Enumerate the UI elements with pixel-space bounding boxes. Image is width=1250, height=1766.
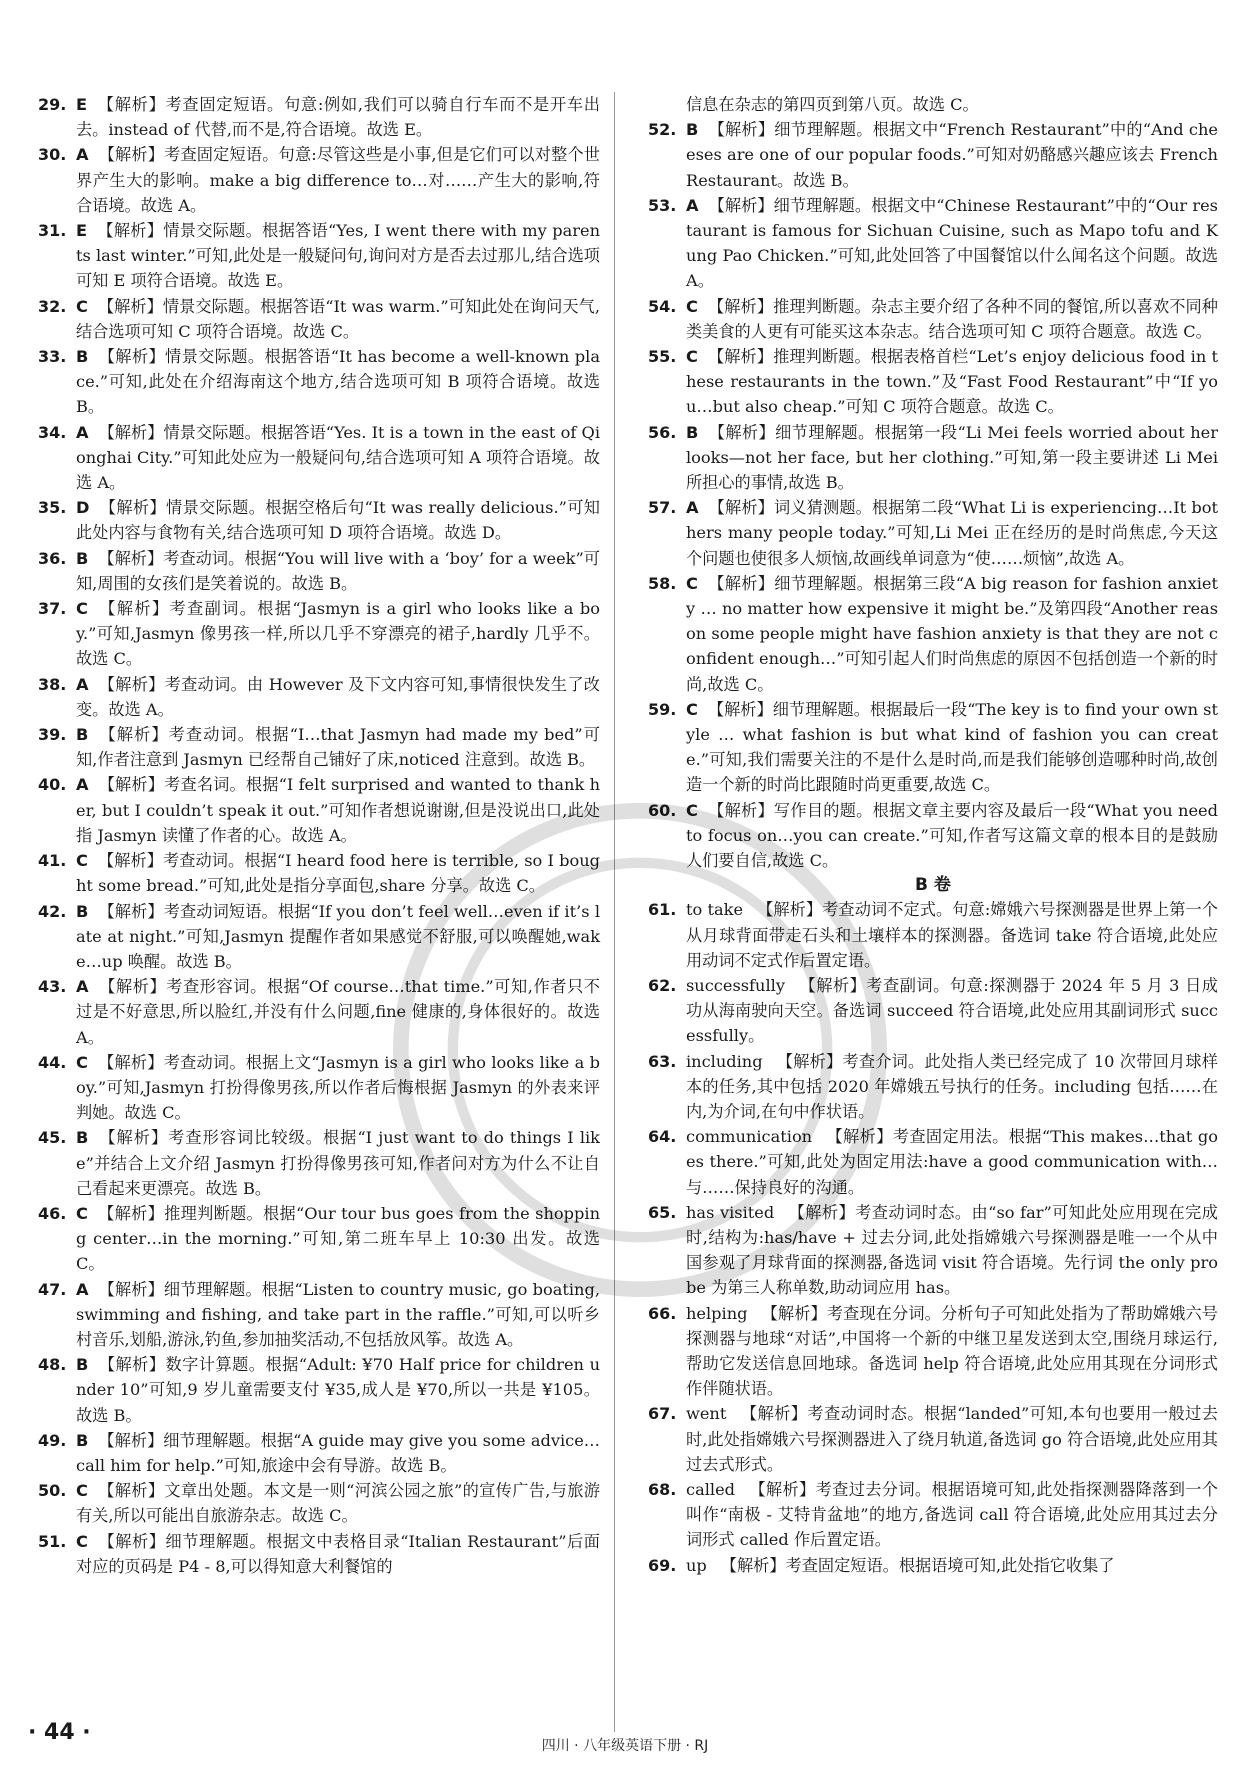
- answer-entry: [648, 344, 1218, 420]
- answer-entry: [648, 1553, 1218, 1578]
- answer-word: including: [686, 1051, 763, 1071]
- explanation-text: 【解析】细节理解题。根据文中表格目录“Italian Restaurant”后面对应的页码是 P4 - 8,可以得知意大利餐馆的: [76, 1531, 600, 1576]
- explanation-text: 【解析】考查形容词比较级。根据“I just want to do things I like”并结合上文介绍 Jasmyn 打扮得像男孩可知,作者问对方为什么不让自己看起来更漂亮。故选 B。: [76, 1128, 600, 1198]
- question-number: 45.: [38, 1128, 67, 1148]
- answer-letter: B: [76, 1128, 89, 1148]
- question-number: 57.: [648, 498, 677, 518]
- answer-letter: C: [686, 699, 698, 719]
- question-number: 59.: [648, 699, 677, 719]
- question-number: 46.: [38, 1203, 67, 1223]
- answer-entry: [38, 420, 600, 496]
- column-divider: [614, 92, 615, 1732]
- answer-letter: B: [76, 347, 89, 367]
- question-number: 40.: [38, 775, 67, 795]
- answer-letter: C: [76, 599, 88, 619]
- answer-entry: [38, 344, 600, 420]
- explanation-text: 【解析】考查副词。根据“Jasmyn is a girl who looks like a boy.”可知,Jasmyn 像男孩一样,所以几乎不穿漂亮的裙子,hardly 几乎不。故选 C。: [76, 599, 600, 669]
- explanation-text: 【解析】情景交际题。根据答语“Yes, I went there with my parents last winter.”可知,此处是一般疑问句,询问对方是否去过那儿,结合选项可知 E 项符合语境。故选 E。: [76, 221, 600, 291]
- answer-letter: A: [686, 498, 699, 518]
- answer-letter: C: [686, 347, 698, 367]
- answer-entry: [38, 722, 600, 772]
- answer-letter: C: [686, 573, 698, 593]
- question-number: 49.: [38, 1430, 67, 1450]
- explanation-text: 【解析】文章出处题。本文是一则“河滨公园之旅”的宣传广告,与旅游有关,所以可能出自旅游杂志。故选 C。: [76, 1481, 600, 1526]
- question-number: 56.: [648, 422, 677, 442]
- answer-entry: [38, 92, 600, 142]
- answer-letter: C: [76, 1481, 88, 1501]
- explanation-text: 【解析】细节理解题。根据文中“French Restaurant”中的“And cheeses are one of our popular foods.”可知对奶酪感兴趣应该去 French Restaurant。故选 B。: [686, 120, 1218, 190]
- explanation-text: 【解析】细节理解题。根据第一段“Li Mei feels worried about her looks—not her face, but her clothing.”可知,第一段主要讲述 Li Mei 所担心的事情,故选 B。: [686, 422, 1218, 493]
- explanation-text: 【解析】情景交际题。根据空格后句“It was really delicious.”可知此处内容与食物有关,结合选项可知 D 项符合语境。故选 D。: [76, 498, 600, 543]
- answer-word: to take: [686, 900, 744, 920]
- page-number: · 44 ·: [28, 1720, 91, 1745]
- footer-book-info: 四川 · 八年级英语下册 · RJ: [541, 1738, 709, 1754]
- answer-letter: E: [76, 95, 88, 114]
- answer-entry: [648, 193, 1218, 294]
- answer-letter: B: [76, 901, 89, 921]
- explanation-text: 【解析】考查副词。句意:探测器于 2024 年 5 月 3 日成功从海南驶向天空。备选词 succeed 符合语境,此处应用其副词形式 successfully。: [686, 975, 1218, 1046]
- explanation-text: 【解析】写作目的题。根据文章主要内容及最后一段“What you need to focus on…you can create.”可知,作者写这篇文章的根本目的是鼓励人们要自信,故选 C。: [686, 800, 1218, 871]
- answer-entry: [38, 899, 600, 975]
- explanation-text: 【解析】考查动词。由 However 及下文内容可知,事情很快发生了改变。故选 A。: [76, 674, 600, 719]
- answer-letter: C: [76, 851, 88, 871]
- answer-word: up: [686, 1555, 707, 1575]
- question-number: 65.: [648, 1202, 677, 1222]
- question-number: 60.: [648, 800, 677, 820]
- answer-entry: [648, 897, 1218, 973]
- answer-entry: [38, 848, 600, 898]
- answer-letter: C: [686, 800, 698, 820]
- question-number: 51.: [38, 1531, 67, 1551]
- answer-entry: [38, 772, 600, 848]
- answer-entry: [38, 142, 600, 218]
- answer-entry: [38, 672, 600, 722]
- answer-word: went: [686, 1404, 727, 1424]
- answer-letter: C: [76, 1052, 88, 1072]
- question-number: 61.: [648, 900, 677, 920]
- answer-entry: [648, 697, 1218, 798]
- section-heading-b: B 卷: [915, 875, 951, 896]
- answer-entry: [648, 1124, 1218, 1200]
- explanation-text: 【解析】考查动词。根据“You will live with a ‘boy’ for a week”可知,周围的女孩们是笑着说的。故选 B。: [76, 548, 600, 593]
- answer-entry: [648, 1477, 1218, 1553]
- question-number: 39.: [38, 725, 67, 745]
- question-number: 63.: [648, 1051, 677, 1071]
- answer-letter: B: [76, 725, 89, 745]
- answer-letter: B: [686, 422, 699, 442]
- explanation-text: 【解析】考查动词不定式。句意:嫦娥六号探测器是世界上第一个从月球背面带走石头和土壤样本的探测器。备选词 take 符合语境,此处应用动词不定式作后置定语。: [686, 900, 1218, 970]
- answer-letter: A: [76, 1279, 89, 1299]
- question-number: 50.: [38, 1481, 67, 1501]
- explanation-text: 【解析】考查名词。根据“I felt surprised and wanted to thank her, but I couldn’t speak it out.”可知作者想说谢谢,但是没说出口,此处指 Jasmyn 读懂了作者的心。故选 A。: [76, 775, 600, 845]
- answer-letter: B: [76, 1430, 89, 1450]
- answer-letter: A: [76, 422, 89, 442]
- explanation-text: 【解析】词义猜测题。根据第二段“What Li is experiencing…It bothers many people today.”可知,Li Mei 正在经历的是时尚焦虑,今天这个问题也使很多人烦恼,故画线单词意为“使……烦恼”,故选 A。: [686, 498, 1218, 568]
- question-number: 38.: [38, 674, 67, 694]
- answer-entry: [648, 571, 1218, 697]
- question-number: 69.: [648, 1555, 677, 1575]
- answer-entry: [38, 1352, 600, 1428]
- question-number: 42.: [38, 901, 67, 921]
- answer-entry: [648, 420, 1218, 496]
- answer-letter: A: [76, 977, 89, 997]
- explanation-text: 【解析】细节理解题。根据“Listen to country music, go boating, swimming and fishing, and take part in the raffle.”可知,可以听乡村音乐,划船,游泳,钓鱼,参加抽奖活动,不包括放风筝。故选 A。: [76, 1279, 600, 1349]
- explanation-text: 【解析】考查动词。根据“I…that Jasmyn had made my bed”可知,作者注意到 Jasmyn 已经帮自己铺好了床,noticed 注意到。故选 B。: [76, 725, 600, 770]
- answer-entry: [38, 596, 600, 672]
- answer-letter: C: [76, 1203, 88, 1223]
- explanation-text: 【解析】情景交际题。根据答语“It was warm.”可知此处在询问天气,结合选项可知 C 项符合语境。故选 C。: [76, 296, 600, 341]
- answer-entry: [38, 1277, 600, 1353]
- question-number: 54.: [648, 296, 677, 316]
- question-number: 52.: [648, 120, 677, 140]
- explanation-text: 【解析】考查固定短语。句意:例如,我们可以骑自行车而不是开车出去。instead of 代替,而不是,符合语境。故选 E。: [76, 95, 600, 140]
- explanation-text: 【解析】考查动词。根据上文“Jasmyn is a girl who looks like a boy.”可知,Jasmyn 打扮得像男孩,所以作者后悔根据 Jasmyn 的外表来评判她。故选 C。: [76, 1052, 600, 1123]
- explanation-text: 【解析】推理判断题。根据“Our tour bus goes from the shopping center…in the morning.”可知,第二班车早上 10:30 出发。故选 C。: [76, 1203, 600, 1274]
- explanation-text: 【解析】考查动词时态。由“so far”可知此处应用现在完成时,结构为:has/have + 过去分词,此处指嫦娥六号探测器是唯一一个从中国参观了月球背面的探测器,备选词 visit 符合语境。先行词 the only probe 为第三人称单数,助动词应用 has。: [686, 1202, 1218, 1298]
- question-number: 62.: [648, 975, 677, 995]
- question-number: 43.: [38, 977, 67, 997]
- question-number: 64.: [648, 1127, 677, 1147]
- question-number: 36.: [38, 548, 67, 568]
- answer-entry: [38, 1428, 600, 1478]
- question-number: 67.: [648, 1404, 677, 1424]
- explanation-text: 【解析】推理判断题。根据表格首栏“Let’s enjoy delicious food in these restaurants in the town.”及“Fast Food Restaurant”中“If you…but also cheap.”可知 C 项符合题意。故选 C。: [686, 347, 1218, 417]
- explanation-text: 【解析】考查过去分词。根据语境可知,此处指探测器降落到一个叫作“南极 - 艾特肯盆地”的地方,备选词 call 符合语境,此处应用其过去分词形式 called 作后置定语。: [686, 1479, 1218, 1550]
- answer-entry: [38, 294, 600, 344]
- question-number: 34.: [38, 422, 67, 442]
- question-number: 68.: [648, 1479, 677, 1499]
- answer-letter: A: [686, 195, 699, 215]
- answer-word: successfully: [686, 975, 785, 995]
- question-number: 44.: [38, 1052, 67, 1072]
- question-number: 48.: [38, 1355, 67, 1375]
- answer-entry: [648, 117, 1218, 193]
- question-number: 53.: [648, 195, 677, 215]
- explanation-text: 【解析】数字计算题。根据“Adult: ¥70 Half price for children under 10”可知,9 岁儿童需要支付 ¥35,成人是 ¥70,所以一共是 ¥105。故选 B。: [76, 1355, 600, 1425]
- answer-entry: [648, 1301, 1218, 1402]
- answer-entry: [648, 1401, 1218, 1477]
- answer-entry: [38, 1050, 600, 1126]
- explanation-text: 【解析】情景交际题。根据答语“Yes. It is a town in the east of Qionghai City.”可知此处应为一般疑问句,结合选项可知 A 项符合语境。故选 A。: [76, 422, 600, 493]
- answer-letter: C: [686, 296, 698, 316]
- question-number: 32.: [38, 296, 67, 316]
- question-number: 31.: [38, 221, 67, 241]
- explanation-text: 【解析】考查固定用法。根据“This makes…that goes there.”可知,此处为固定用法:have a good communication with…与……保持良好的沟通。: [686, 1127, 1218, 1197]
- answer-letter: B: [76, 1355, 89, 1375]
- answer-entry: [38, 218, 600, 294]
- explanation-text: 【解析】考查形容词。根据“Of course…that time.”可知,作者只不过是不好意思,所以脸红,并没有什么问题,fine 健康的,身体很好的。故选 A。: [76, 977, 600, 1047]
- question-number: 41.: [38, 851, 67, 871]
- answer-letter: E: [76, 221, 88, 241]
- explanation-text: 【解析】考查动词。根据“I heard food here is terrible, so I bought some bread.”可知,此处是指分享面包,share 分享。故选 C。: [76, 851, 600, 896]
- continued-answer-51: 信息在杂志的第四页到第八页。故选 C。: [686, 95, 979, 114]
- answer-word: communication: [686, 1127, 813, 1147]
- answers-61-69: [648, 897, 1218, 1577]
- answer-word: has visited: [686, 1202, 775, 1222]
- answer-letter: C: [76, 1531, 88, 1551]
- answer-letter: D: [76, 498, 90, 518]
- question-number: 47.: [38, 1279, 67, 1299]
- answer-entry: [648, 1200, 1218, 1301]
- explanation-text: 【解析】考查固定短语。句意:尽管这些是小事,但是它们可以对整个世界产生大的影响。make a big difference to…对……产生大的影响,符合语境。故选 A。: [76, 145, 600, 215]
- answer-entry: [648, 294, 1218, 344]
- answer-letter: A: [76, 674, 89, 694]
- answer-entry: [38, 1125, 600, 1201]
- answer-entry: [38, 1529, 600, 1579]
- explanation-text: 【解析】细节理解题。根据第三段“A big reason for fashion anxiety … no matter how expensive it might be.”及第四段“Another reason some people might have fashion anxiety is that they are not confident enough…”可知引起人们时尚焦虑的原因不包括创造一个新的时尚,故选 C。: [686, 573, 1218, 694]
- answer-entry: [38, 974, 600, 1050]
- explanation-text: 【解析】考查固定短语。根据语境可知,此处指它收集了: [720, 1555, 1115, 1575]
- explanation-text: 【解析】情景交际题。根据答语“It has become a well-known place.”可知,此处在介绍海南这个地方,结合选项可知 B 项符合语境。故选 B。: [76, 347, 600, 417]
- answer-entry: [38, 546, 600, 596]
- question-number: 66.: [648, 1303, 677, 1323]
- answer-entry: [648, 973, 1218, 1049]
- explanation-text: 【解析】细节理解题。根据最后一段“The key is to find your own style … what fashion is but what kind of fashion you can create.”可知,我们需要关注的不是什么是时尚,而是我们能够创造哪种时尚,故创造一个新的时尚比跟随时尚更重要,故选 C。: [686, 699, 1218, 795]
- answer-entry: [38, 495, 600, 545]
- explanation-text: 【解析】考查动词时态。根据“landed”可知,本句也要用一般过去时,此处指嫦娥六号探测器进入了绕月轨道,备选词 go 符合语境,此处应用其过去式形式。: [686, 1404, 1218, 1474]
- answer-entry: [648, 1049, 1218, 1125]
- answer-entry: [648, 495, 1218, 571]
- question-number: 35.: [38, 498, 67, 518]
- question-number: 30.: [38, 145, 67, 165]
- question-number: 58.: [648, 573, 677, 593]
- explanation-text: 【解析】推理判断题。杂志主要介绍了各种不同的餐馆,所以喜欢不同种类美食的人更有可能买这本杂志。结合选项可知 C 项符合题意。故选 C。: [686, 296, 1218, 341]
- question-number: 33.: [38, 347, 67, 367]
- answer-letter: A: [76, 775, 89, 795]
- explanation-text: 【解析】考查介词。此处指人类已经完成了 10 次带回月球样本的任务,其中包括 2020 年嫦娥五号执行的任务。including 包括……在内,为介词,在句中作状语。: [686, 1051, 1218, 1121]
- explanation-text: 【解析】考查动词短语。根据“If you don’t feel well…even if it’s late at night.”可知,Jasmyn 提醒作者如果感觉不舒服,可以唤醒她,wake…up 唤醒。故选 B。: [76, 901, 600, 971]
- explanation-text: 【解析】细节理解题。根据文中“Chinese Restaurant”中的“Our restaurant is famous for Sichuan Cuisine, such as Mapo tofu and Kung Pao Chicken.”可知,此处回答了中国餐馆以什么闻名这个问题。故选 A。: [686, 195, 1218, 291]
- answer-entry: [648, 798, 1218, 874]
- question-number: 29.: [38, 95, 67, 114]
- answers-52-60: [648, 117, 1218, 873]
- answer-letter: B: [76, 548, 89, 568]
- answer-word: called: [686, 1479, 736, 1499]
- right-column: [648, 92, 1218, 1742]
- question-number: 37.: [38, 599, 67, 619]
- answer-letter: C: [76, 296, 88, 316]
- question-number: 55.: [648, 347, 677, 367]
- answer-entry: [38, 1201, 600, 1277]
- answer-letter: A: [76, 145, 89, 165]
- answer-letter: B: [686, 120, 699, 140]
- left-column: [38, 92, 600, 1742]
- answer-word: helping: [686, 1303, 748, 1323]
- explanation-text: 【解析】细节理解题。根据“A guide may give you some advice…call him for help.”可知,旅途中会有导游。故选 B。: [76, 1430, 600, 1475]
- answer-entry: [38, 1478, 600, 1528]
- explanation-text: 【解析】考查现在分词。分析句子可知此处指为了帮助嫦娥六号探测器与地球“对话”,中国将一个新的中继卫星发送到太空,围绕月球运行,帮助它发送信息回地球。备选词 help 符合语境,此处应用其现在分词形式作伴随状语。: [686, 1303, 1218, 1399]
